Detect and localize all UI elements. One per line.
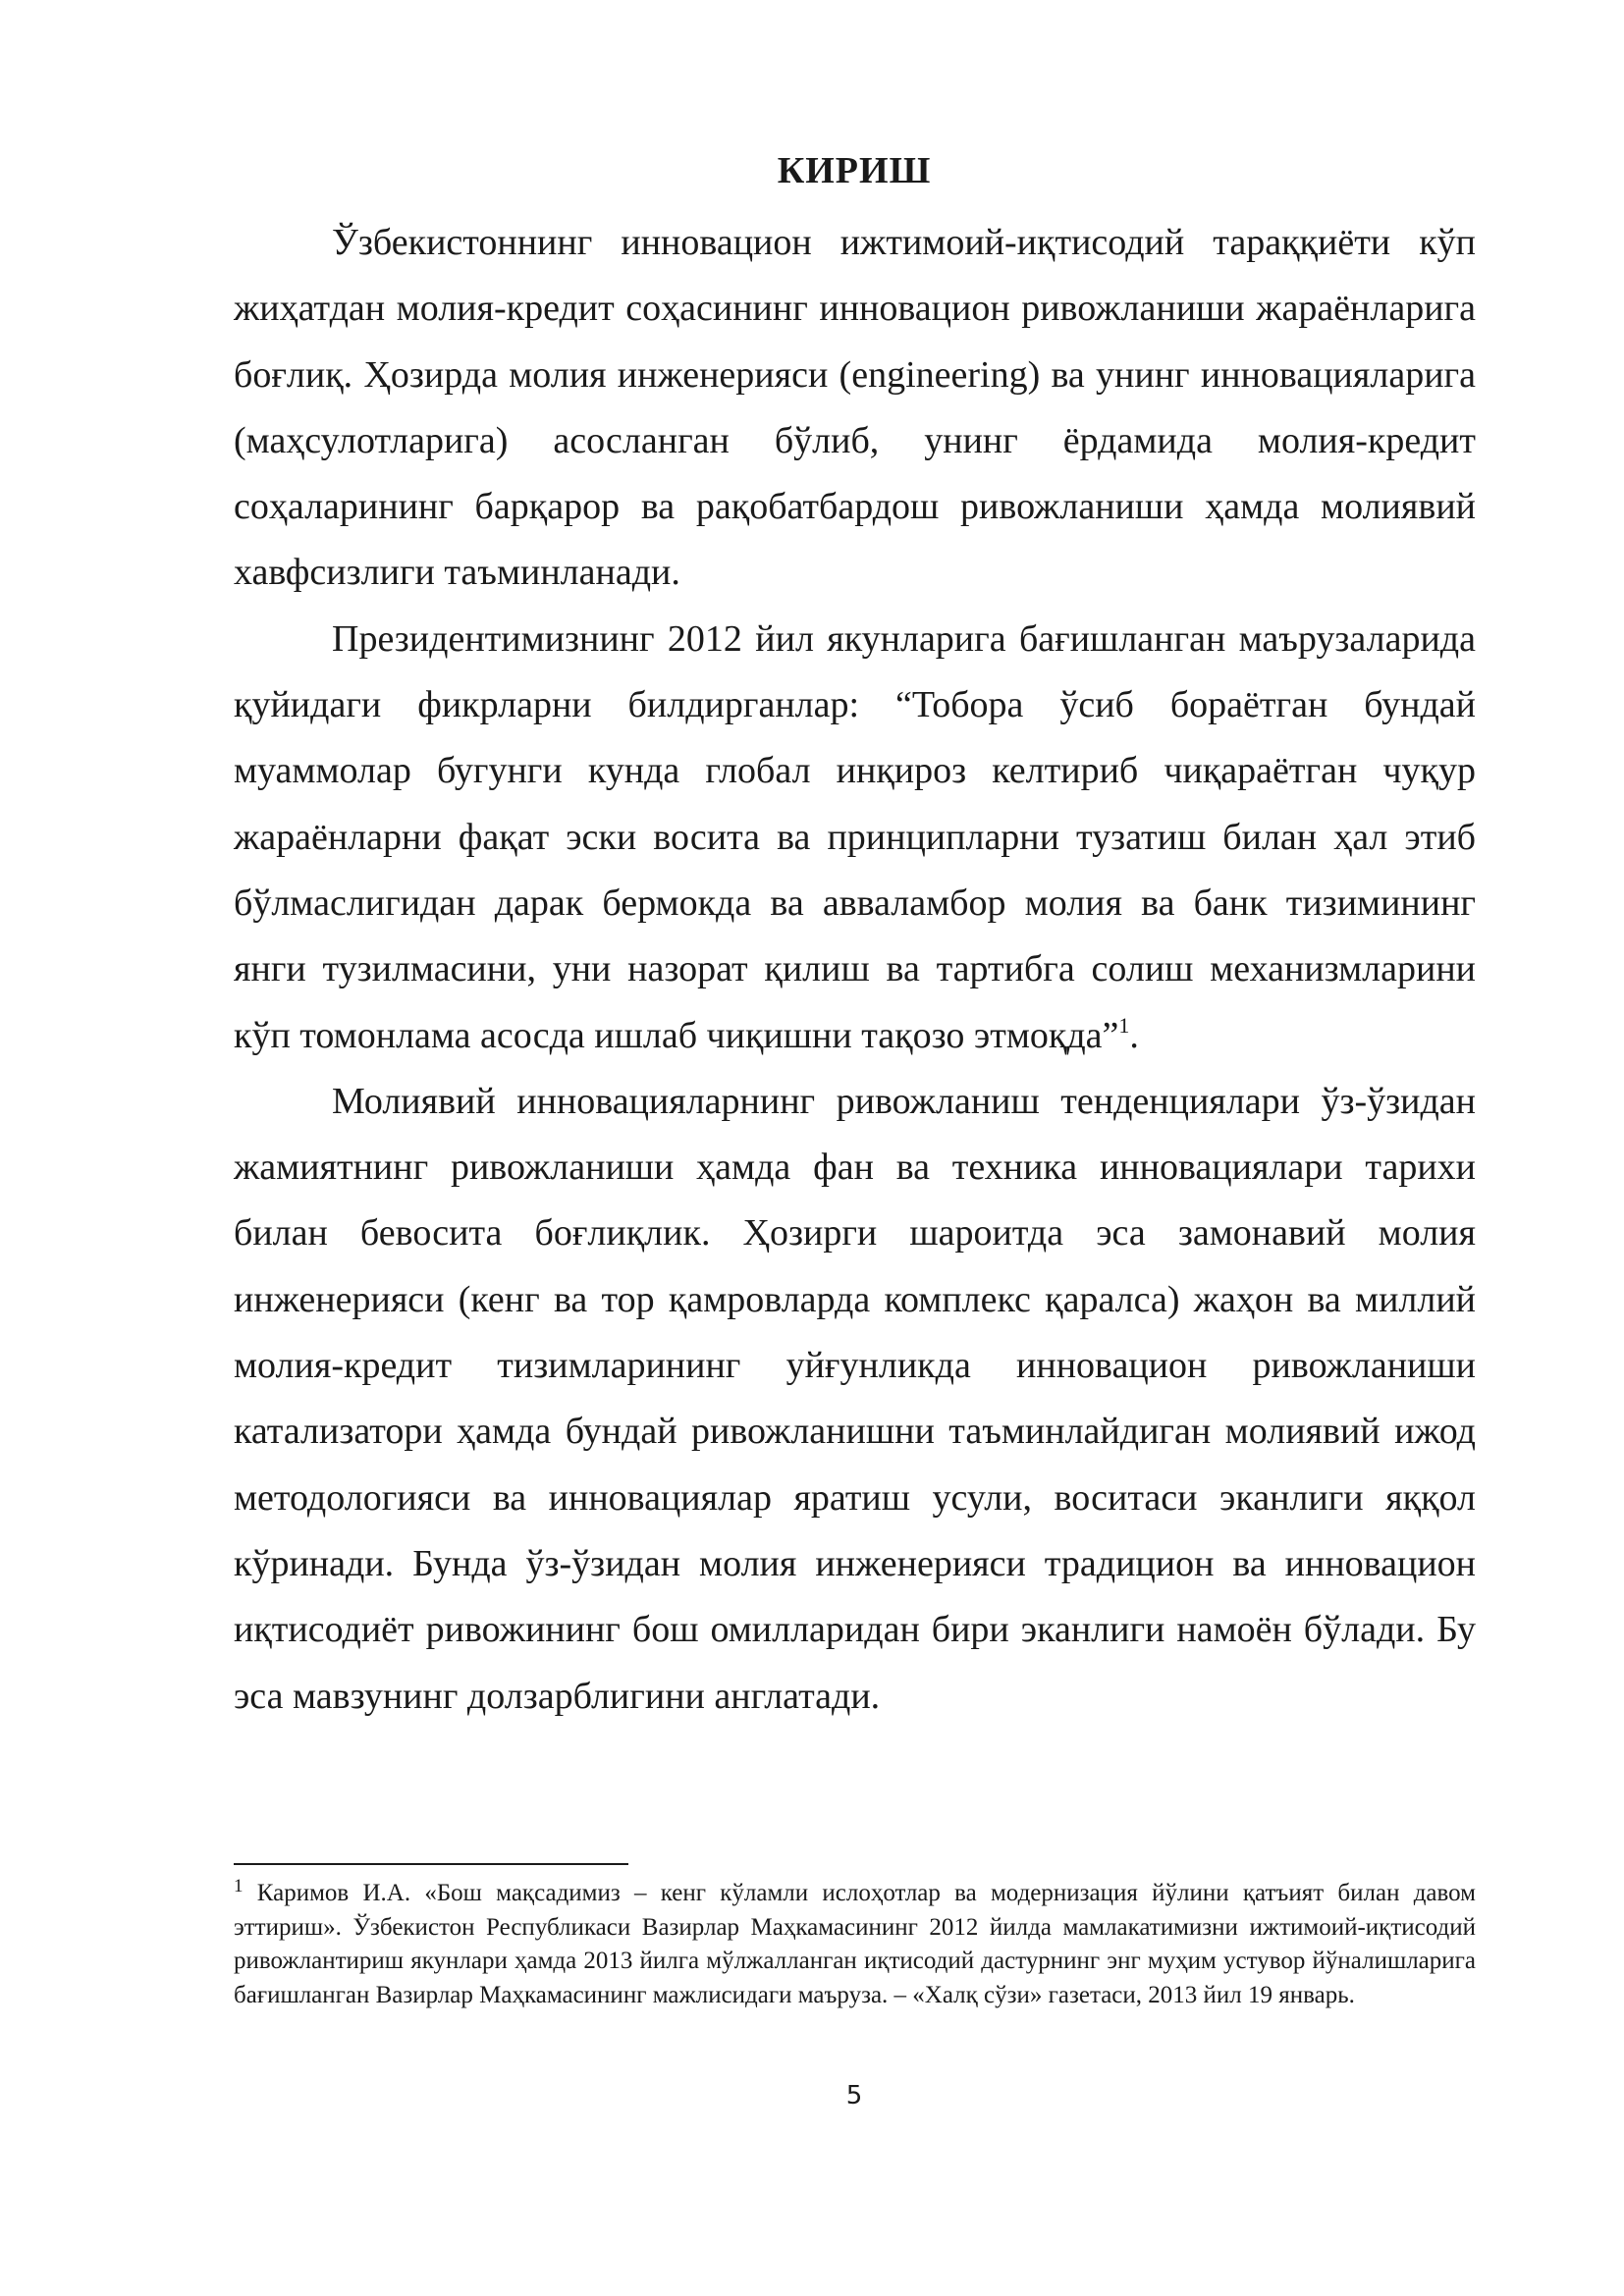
footnote-separator (234, 1863, 628, 1865)
paragraph-text: Президентимизнинг 2012 йил якунларига бағишланган маърузаларида қуйидаги фикрларни билдирганлар: “Тобора ўсиб бораётган бундай муаммолар бугунги кунда глобал инқироз келтириб чиқараётган чуқур жараёнларни фақат эски восита ва принципларни тузатиш билан ҳал этиб бўлмаслигидан дарак бермокда ва авваламбор молия ва банк тизимининг янги тузилмасини, уни назорат қилиш ва тартибга солиш механизмларини кўп томонлама асосда ишлаб чиқишни тақозо этмоқда” (234, 617, 1476, 1056)
paragraph-text: Ўзбекистоннинг инновацион ижтимоий-иқтисодий тараққиёти кўп жиҳатдан молия-кредит соҳасининг инновацион ривожланиши жараёнларига боғлиқ. Ҳозирда молия инженерияси (engineering) ва унинг инновацияларига (маҳсулотларига) асосланган бўлиб, унинг ёрдамида молия-кредит соҳаларининг барқарор ва рақобатбардош ривожланиши ҳамда молиявий хавфсизлиги таъминланади. (234, 222, 1476, 594)
paragraph (234, 1069, 1476, 1730)
paragraph (234, 607, 1476, 1069)
page-title: КИРИШ (777, 150, 932, 191)
page-number: 5 (845, 2081, 863, 2110)
paragraph-tail: . (1129, 1014, 1139, 1056)
footnote (234, 1877, 1476, 2012)
footnote-reference[interactable]: 1 (1118, 1012, 1130, 1038)
paragraph-text: Молиявий инновацияларнинг ривожланиш тенденциялари ўз-ўзидан жамиятнинг ривожланиши ҳамда фан ва техника инновациялари тарихи билан бевосита боғлиқлик. Ҳозирги шароитда эса замонавий молия инженерияси (кенг ва тор қамровларда комплекс қаралса) жаҳон ва миллий молия-кредит тизимларининг уйғунликда инновацион ривожланиши катализатори ҳамда бундай ривожланишни таъминлайдиган молиявий ижод методологияси ва инновациялар яратиш усули, воситаси эканлиги яққол кўринади. Бунда ўз-ўзидан молия инженерияси традицион ва инновацион иқтисодиёт ривожининг бош омилларидан бири эканлиги намоён бўлади. Бу эса мавзунинг долзарблигини англатади. (234, 1080, 1476, 1717)
paragraph (234, 210, 1476, 607)
body-text (234, 210, 1476, 1730)
footnote-text: Каримов И.А. «Бош мақсадимиз – кенг кўламли ислоҳотлар ва модернизация йўлини қатъият билан давом эттириш». Ўзбекистон Республикаси Вазирлар Маҳкамасининг 2012 йилда мамлакатимизни ижтимоий-иқтисодий ривожлантириш якунлари ҳамда 2013 йилга мўлжалланган иқтисодий дастурнинг энг муҳим устувор йўналишларига бағишланган Вазирлар Маҳкамасининг мажлисидаги маъруза. – «Халқ сўзи» газетаси, 2013 йил 19 январь. (234, 1880, 1476, 2008)
footnote-mark: 1 (234, 1876, 244, 1896)
